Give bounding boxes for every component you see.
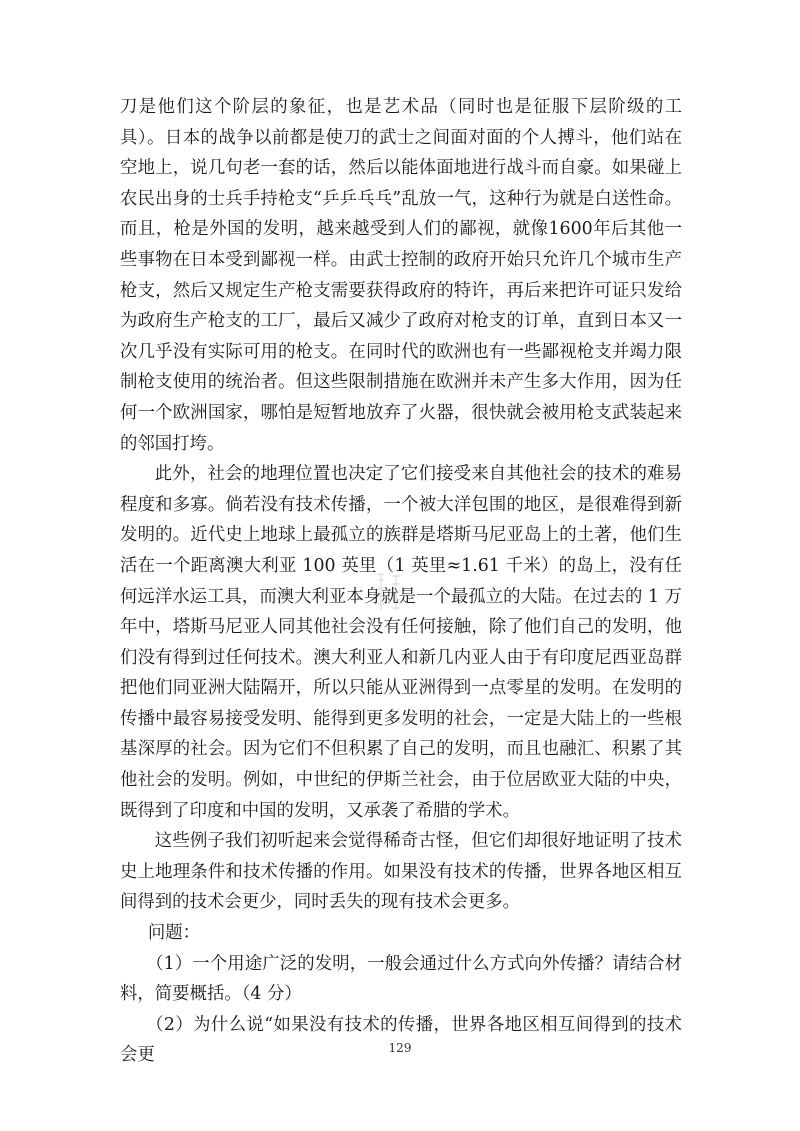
page-number: 129 — [388, 1041, 412, 1055]
article-body — [120, 92, 682, 1071]
questions-heading: 问题： — [147, 923, 201, 944]
paragraph-3: 这些例子我们初听起来会觉得稀奇古怪，但它们却很好地证明了技术史上地理条件和技术传播的作用。如果没有技术的传播，世界各地区相互间得到的技术会更少，同时丢失的现有技术会更多。 — [120, 831, 682, 913]
question-2: （2）为什么说“如果没有技术的传播，世界各地区相互间得到的技术会更 — [120, 1014, 682, 1066]
question-1: （1）一个用途广泛的发明，一般会通过什么方式向外传播？请结合材料，简要概括。（4 分） — [120, 953, 682, 1005]
paragraph-1: 刀是他们这个阶层的象征，也是艺术品（同时也是征服下层阶级的工具）。日本的战争以前都是使刀的武士之间面对面的个人搏斗，他们站在空地上，说几句老一套的话，然后以能体面地进行战斗而自豪。如果碰上农民出身的士兵手持枪支“乒乒乓乓”乱放一气，这种行为就是白送性命。而且，枪是外国的发明，越来越受到人们的鄙视，就像1600年后其他一些事物在日本受到鄙视一样。由武士控制的政府开始只允许几个城市生产枪支，然后又规定生产枪支需要获得政府的特许，再后来把许可证只发给为政府生产枪支的工厂，最后又减少了政府对枪支的订单，直到日本又一次几乎没有实际可用的枪支。在同时代的欧洲也有一些鄙视枪支并竭力限制枪支使用的统治者。但这些限制措施在欧洲并未产生多大作用，因为任何一个欧洲国家，哪怕是短暂地放弃了火器，很快就会被用枪支武装起来的邻国打垮。 — [120, 97, 682, 454]
paragraph-2: 此外，社会的地理位置也决定了它们接受来自其他社会的技术的难易程度和多寡。倘若没有技术传播，一个被大洋包围的地区，是很难得到新发明的。近代史上地球上最孤立的族群是塔斯马尼亚岛上的土著，他们生活在一个距离澳大利亚 100 英里（1 英里≈1.61 千米）的岛上，没有任何远洋水运工具，而澳大利亚本身就是一个最孤立的大陆。在过去的 1 万年中，塔斯马尼亚人同其他社会没有任何接触，除了他们自己的发明，他们没有得到过任何技术。澳大利亚人和新几内亚人由于有印度尼西亚岛群把他们同亚洲大陆隔开，所以只能从亚洲得到一点零星的发明。在发明的传播中最容易接受发明、能得到更多发明的社会，一定是大陆上的一些根基深厚的社会。因为它们不但积累了自己的发明，而且也融汇、积累了其他社会的发明。例如，中世纪的伊斯兰社会，由于位居欧亚大陆的中央，既得到了印度和中国的发明，又承袭了希腊的学术。 — [120, 464, 682, 821]
